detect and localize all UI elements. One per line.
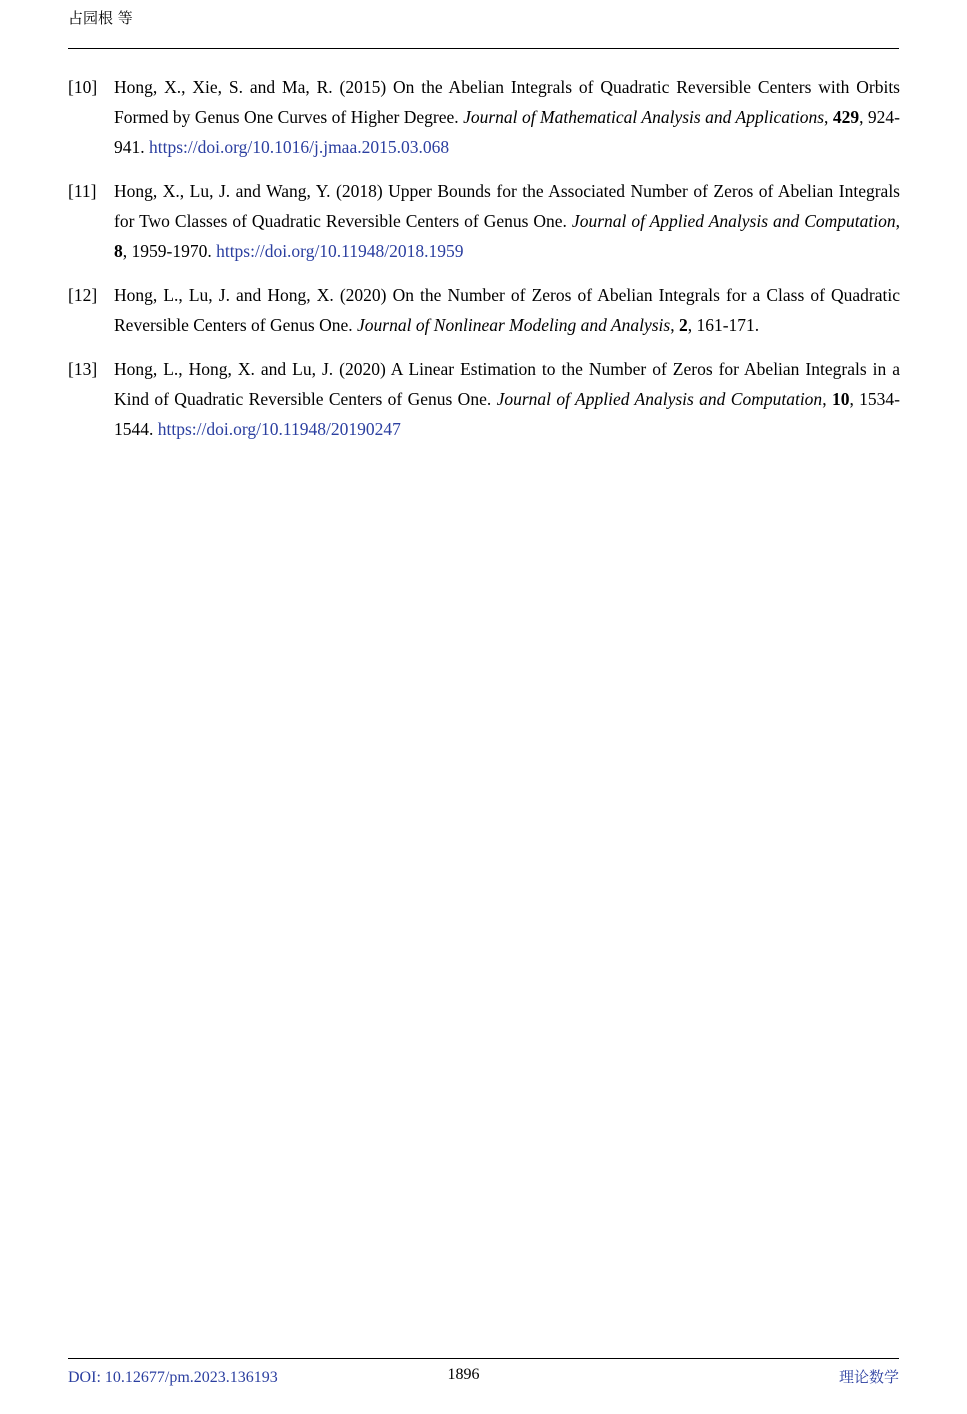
reference-text-segment: , 1534-1544.: [114, 389, 901, 439]
footer-journal-name: 理论数学: [838, 1368, 899, 1386]
reference-volume: 2: [678, 315, 688, 335]
reference-text-segment: , 161-171.: [687, 315, 760, 335]
reference-text-segment: ,: [895, 211, 900, 231]
reference-text: [114, 72, 900, 162]
reference-text-segment: , 1959-1970.: [122, 241, 217, 261]
reference-text-segment: Hong, X., Xie, S. and Ma, R. (2015) On the Abelian Integrals of Quadratic Reversible Centers with Orbits Formed by Genus One Curves of Higher Degree.: [114, 77, 900, 127]
reference-entry: [68, 176, 900, 266]
page-header: [68, 8, 899, 38]
reference-text-segment: , 924-941.: [114, 107, 901, 157]
reference-text-segment: ,: [670, 315, 679, 335]
reference-text-segment: Hong, L., Lu, J. and Hong, X. (2020) On the Number of Zeros of Abelian Integrals for a Class of Quadratic Reversible Centers of Genus One.: [114, 285, 900, 335]
reference-volume: 429: [832, 107, 860, 127]
reference-journal-title: Journal of Mathematical Analysis and Applications: [463, 107, 824, 127]
reference-doi-link[interactable]: https://doi.org/10.1016/j.jmaa.2015.03.068: [149, 137, 450, 157]
reference-number: [11]: [68, 181, 97, 201]
reference-entry: [68, 280, 900, 340]
reference-journal-title: Journal of Applied Analysis and Computation: [496, 389, 823, 409]
header-divider: [68, 48, 899, 49]
reference-journal-title: Journal of Nonlinear Modeling and Analysis: [357, 315, 671, 335]
reference-entry: [68, 72, 900, 162]
reference-text-segment: Hong, L., Hong, X. and Lu, J. (2020) A Linear Estimation to the Number of Zeros for Abelian Integrals in a Kind of Quadratic Reversible Centers of Genus One.: [114, 359, 900, 409]
footer-page-number: 1896: [447, 1366, 480, 1383]
running-head: 占园根 等: [68, 9, 133, 27]
reference-volume: 10: [831, 389, 850, 409]
reference-number: [13]: [68, 359, 98, 379]
reference-volume: 8: [114, 241, 123, 261]
page-footer: [68, 1358, 899, 1392]
reference-journal-title: Journal of Applied Analysis and Computation: [571, 211, 896, 231]
reference-text-segment: ,: [822, 389, 832, 409]
reference-text: [114, 176, 900, 266]
reference-doi-link[interactable]: https://doi.org/10.11948/20190247: [157, 419, 401, 439]
reference-text: [114, 280, 900, 340]
reference-entry: [68, 354, 900, 444]
reference-doi-link[interactable]: https://doi.org/10.11948/2018.1959: [216, 241, 464, 261]
reference-list: [68, 72, 900, 458]
footer-divider: [68, 1358, 899, 1359]
reference-number: [10]: [68, 77, 98, 97]
reference-text: [114, 354, 900, 444]
reference-number: [12]: [68, 285, 98, 305]
reference-text-segment: Hong, X., Lu, J. and Wang, Y. (2018) Upper Bounds for the Associated Number of Zeros of Abelian Integrals for Two Classes of Quadratic Reversible Centers of Genus One.: [114, 181, 900, 231]
footer-doi[interactable]: DOI: 10.12677/pm.2023.136193: [68, 1369, 278, 1386]
reference-text-segment: ,: [824, 107, 833, 127]
